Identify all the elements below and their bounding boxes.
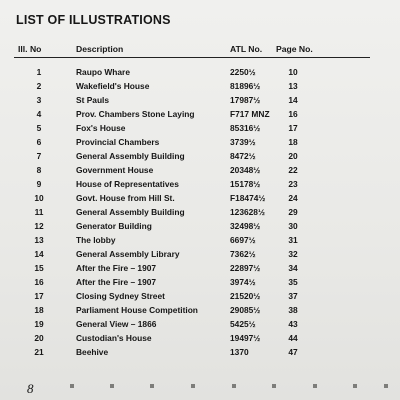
description: General Assembly Library	[76, 249, 180, 259]
description: General Assembly Building	[76, 151, 185, 161]
atl-no: 85316½	[230, 123, 261, 133]
ill-no: 1	[36, 67, 42, 77]
description: House of Representatives	[76, 179, 179, 189]
description: The lobby	[76, 235, 116, 245]
ill-no: 5	[36, 123, 42, 133]
page-no: 22	[288, 165, 298, 175]
page-no: 24	[288, 193, 298, 203]
atl-no: 123628½	[230, 207, 265, 217]
table-row	[0, 332, 400, 345]
description: St Pauls	[76, 95, 110, 105]
ill-no: 13	[34, 235, 44, 245]
description: Wakefield's House	[76, 81, 150, 91]
page-no: 18	[288, 137, 298, 147]
ill-no: 16	[34, 277, 44, 287]
page-title: LIST OF ILLUSTRATIONS	[16, 13, 171, 27]
description: After the Fire – 1907	[76, 277, 157, 287]
description: Government House	[76, 165, 154, 175]
page-no: 29	[288, 207, 298, 217]
atl-no: 1370	[230, 347, 249, 357]
table-row	[0, 318, 400, 331]
description: Beehive	[76, 347, 109, 357]
description: Raupo Whare	[76, 67, 130, 77]
page-no: 23	[288, 179, 298, 189]
header-description: Description	[76, 44, 124, 54]
page-no: 31	[288, 235, 298, 245]
decorative-dot	[353, 384, 357, 388]
atl-no: 15178½	[230, 179, 261, 189]
decorative-dot	[110, 384, 114, 388]
table-row	[0, 276, 400, 289]
atl-no: 5425½	[230, 319, 256, 329]
ill-no: 21	[34, 347, 44, 357]
atl-no: 17987½	[230, 95, 261, 105]
atl-no: 20348½	[230, 165, 261, 175]
atl-no: F18474½	[230, 193, 266, 203]
page-no: 35	[288, 277, 298, 287]
table-row	[0, 80, 400, 93]
description: Govt. House from Hill St.	[76, 193, 175, 203]
atl-no: 81896½	[230, 81, 261, 91]
ill-no: 20	[34, 333, 44, 343]
table-row	[0, 192, 400, 205]
page-no: 47	[288, 347, 298, 357]
page-no: 32	[288, 249, 298, 259]
ill-no: 9	[36, 179, 42, 189]
ill-no: 4	[36, 109, 42, 119]
atl-no: F717 MNZ	[230, 109, 270, 119]
table-row	[0, 136, 400, 149]
table-row	[0, 220, 400, 233]
table-row	[0, 234, 400, 247]
ill-no: 18	[34, 305, 44, 315]
description: Provincial Chambers	[76, 137, 160, 147]
page-no: 43	[288, 319, 298, 329]
header-page-no: Page No.	[276, 44, 313, 54]
page-no: 38	[288, 305, 298, 315]
atl-no: 32498½	[230, 221, 261, 231]
atl-no: 3974½	[230, 277, 256, 287]
atl-no: 8472½	[230, 151, 256, 161]
header-divider	[14, 57, 370, 58]
page-no: 14	[288, 95, 298, 105]
table-row	[0, 346, 400, 359]
page-no: 37	[288, 291, 298, 301]
decorative-dot	[232, 384, 236, 388]
ill-no: 17	[34, 291, 44, 301]
ill-no: 19	[34, 319, 44, 329]
table-row	[0, 94, 400, 107]
atl-no: 7362½	[230, 249, 256, 259]
description: Parliament House Competition	[76, 305, 198, 315]
table-row	[0, 108, 400, 121]
table-row	[0, 164, 400, 177]
atl-no: 22897½	[230, 263, 261, 273]
table-row	[0, 150, 400, 163]
page-no: 44	[288, 333, 298, 343]
table-row	[0, 122, 400, 135]
page-no: 34	[288, 263, 298, 273]
page-no: 17	[288, 123, 298, 133]
ill-no: 6	[36, 137, 42, 147]
ill-no: 12	[34, 221, 44, 231]
ill-no: 2	[36, 81, 42, 91]
description: General Assembly Building	[76, 207, 185, 217]
atl-no: 29085½	[230, 305, 261, 315]
page-number: 8	[27, 381, 34, 396]
ill-no: 8	[36, 165, 42, 175]
page-no: 20	[288, 151, 298, 161]
page-no: 30	[288, 221, 298, 231]
description: Closing Sydney Street	[76, 291, 165, 301]
ill-no: 11	[34, 207, 44, 217]
decorative-dot	[272, 384, 276, 388]
table-row	[0, 304, 400, 317]
table-row	[0, 248, 400, 261]
ill-no: 3	[36, 95, 42, 105]
decorative-dot-row	[70, 384, 390, 390]
description: Generator Building	[76, 221, 152, 231]
decorative-dot	[150, 384, 154, 388]
header-atl-no: ATL No.	[230, 44, 263, 54]
page-no: 13	[288, 81, 298, 91]
ill-no: 10	[34, 193, 44, 203]
decorative-dot	[191, 384, 195, 388]
decorative-dot	[70, 384, 74, 388]
atl-no: 6697½	[230, 235, 256, 245]
description: General View – 1866	[76, 319, 157, 329]
table-row	[0, 178, 400, 191]
description: Prov. Chambers Stone Laying	[76, 109, 195, 119]
atl-no: 2250½	[230, 67, 256, 77]
description: Custodian's House	[76, 333, 152, 343]
table-row	[0, 66, 400, 79]
table-row	[0, 206, 400, 219]
page-no: 10	[288, 67, 298, 77]
decorative-dot	[384, 384, 388, 388]
ill-no: 15	[34, 263, 44, 273]
atl-no: 3739½	[230, 137, 256, 147]
table-row	[0, 262, 400, 275]
page-no: 16	[288, 109, 298, 119]
description: After the Fire – 1907	[76, 263, 157, 273]
description: Fox's House	[76, 123, 126, 133]
ill-no: 7	[36, 151, 42, 161]
table-row	[0, 290, 400, 303]
decorative-dot	[313, 384, 317, 388]
ill-no: 14	[34, 249, 44, 259]
header-ill-no: Ill. No	[18, 44, 42, 54]
atl-no: 21520½	[230, 291, 261, 301]
atl-no: 19497½	[230, 333, 261, 343]
